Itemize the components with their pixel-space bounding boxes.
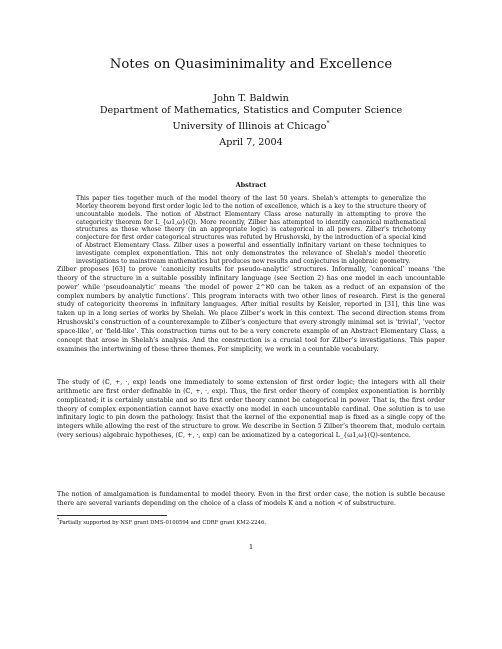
body-paragraph-3: The notion of amalgamation is fundamental to model theory. Even in the first order case, the notion is subtle because there are several variants depending on the choice of a class of models K and a notion ≺ of substructure. xyxy=(57,491,445,507)
paper-date: April 7, 2004 xyxy=(219,137,283,148)
university-name: University of Illinois at Chicago xyxy=(172,120,327,132)
footnote-mark: * xyxy=(57,518,60,523)
body-paragraph-1: Zilber proposes [63] to prove ‘canonicity results for pseudo-analytic’ structures. Informally, ‘canonical’ means ‘the theory of the structure in a suitable possibly infinitary language (see Section 2) has one model in each uncountable power’ while ‘pseudoanalytic’ means ‘the model of power 2^ℵ0 can be taken as a reduct of an expansion of the complex numbers by analytic functions’. This program interacts with two other lines of research. First is the general study of categoricity theorems in infinitary languages. After initial results by Keisler, reported in [31], this line was taken up in a long series of works by Shelah. We place Zilber’s work in this context. The second direction stems from Hrushovski’s construction of a counterexample to Zilber’s conjecture that every strongly minimal set is ‘trivial’, ‘vector space-like’, or ‘field-like’. This construction turns out to be a very concrete example of an Abstract Elementary Class, a concept that arose in Shelah’s analysis. And the construction is a crucial tool for Zilber’s investigations. This paper examines the intertwining of these three themes. For simplicity, we work in a countable vocabulary. xyxy=(57,266,445,353)
abstract-text: This paper ties together much of the model theory of the last 50 years. Shelah's attempts to generalize the Morley theorem beyond first order logic led to the notion of excellence, which is a key to the structure theory of uncountable models. The notion of Abstract Elementary Class arose naturally in attempting to prove the categoricity theorem for L_{ω1,ω}(Q). More recently, Zilber has attempted to identify canonical mathematical structures as those whose theory (in an appropriate logic) is categorical in all powers. Zilber's trichotomy conjecture for first order categorical structures was refuted by Hrushovski, by the introduction of a special kind of Abstract Elementary Class. Zilber uses a powerful and essentially infinitary variant on these techniques to investigate complex exponentiation. This not only demonstrates the relevance of Shelah's model theoretic investigations to mainstream mathematics but produces new results and conjectures in algebraic geometry. xyxy=(76,195,426,265)
abstract-heading: Abstract xyxy=(235,181,267,189)
footnote xyxy=(57,518,445,526)
author-department: Department of Mathematics, Statistics and Computer Science xyxy=(99,105,403,117)
author-name: John T. Baldwin xyxy=(213,93,289,104)
footnote-text: Partially supported by NSF grant DMS-0100594 and CDRF grant KM2-2246. xyxy=(59,519,267,526)
footnote-marker: * xyxy=(326,119,330,127)
body-paragraph-2: The study of (ℂ, +, ·, exp) leads one immediately to some extension of first order logic; the integers with all their arithmetic are first order definable in (ℂ, +, ·, exp). Thus, the first order theory of complex exponentiation is horribly complicated; it is certainly unstable and so its first order theory cannot be categorical in power. That is, the first order theory of complex exponentiation cannot have exactly one model in each uncountable cardinal. One solution is to use infinitary logic to pin down the pathology. Insist that the kernel of the exponential map is fixed as a single copy of the integers while allowing the rest of the structure to grow. We describe in Section 5 Zilber’s theorem that, modulo certain (very serious) algebraic hypotheses, (ℂ, +, ·, exp) can be axiomatized by a categorical L_{ω1,ω}(Q)-sentence. xyxy=(57,379,445,440)
footnote-divider xyxy=(57,515,167,516)
paper-title: Notes on Quasiminimality and Excellence xyxy=(109,57,393,72)
page-number: 1 xyxy=(248,543,254,551)
author-university xyxy=(0,118,502,133)
author-block xyxy=(0,93,502,133)
